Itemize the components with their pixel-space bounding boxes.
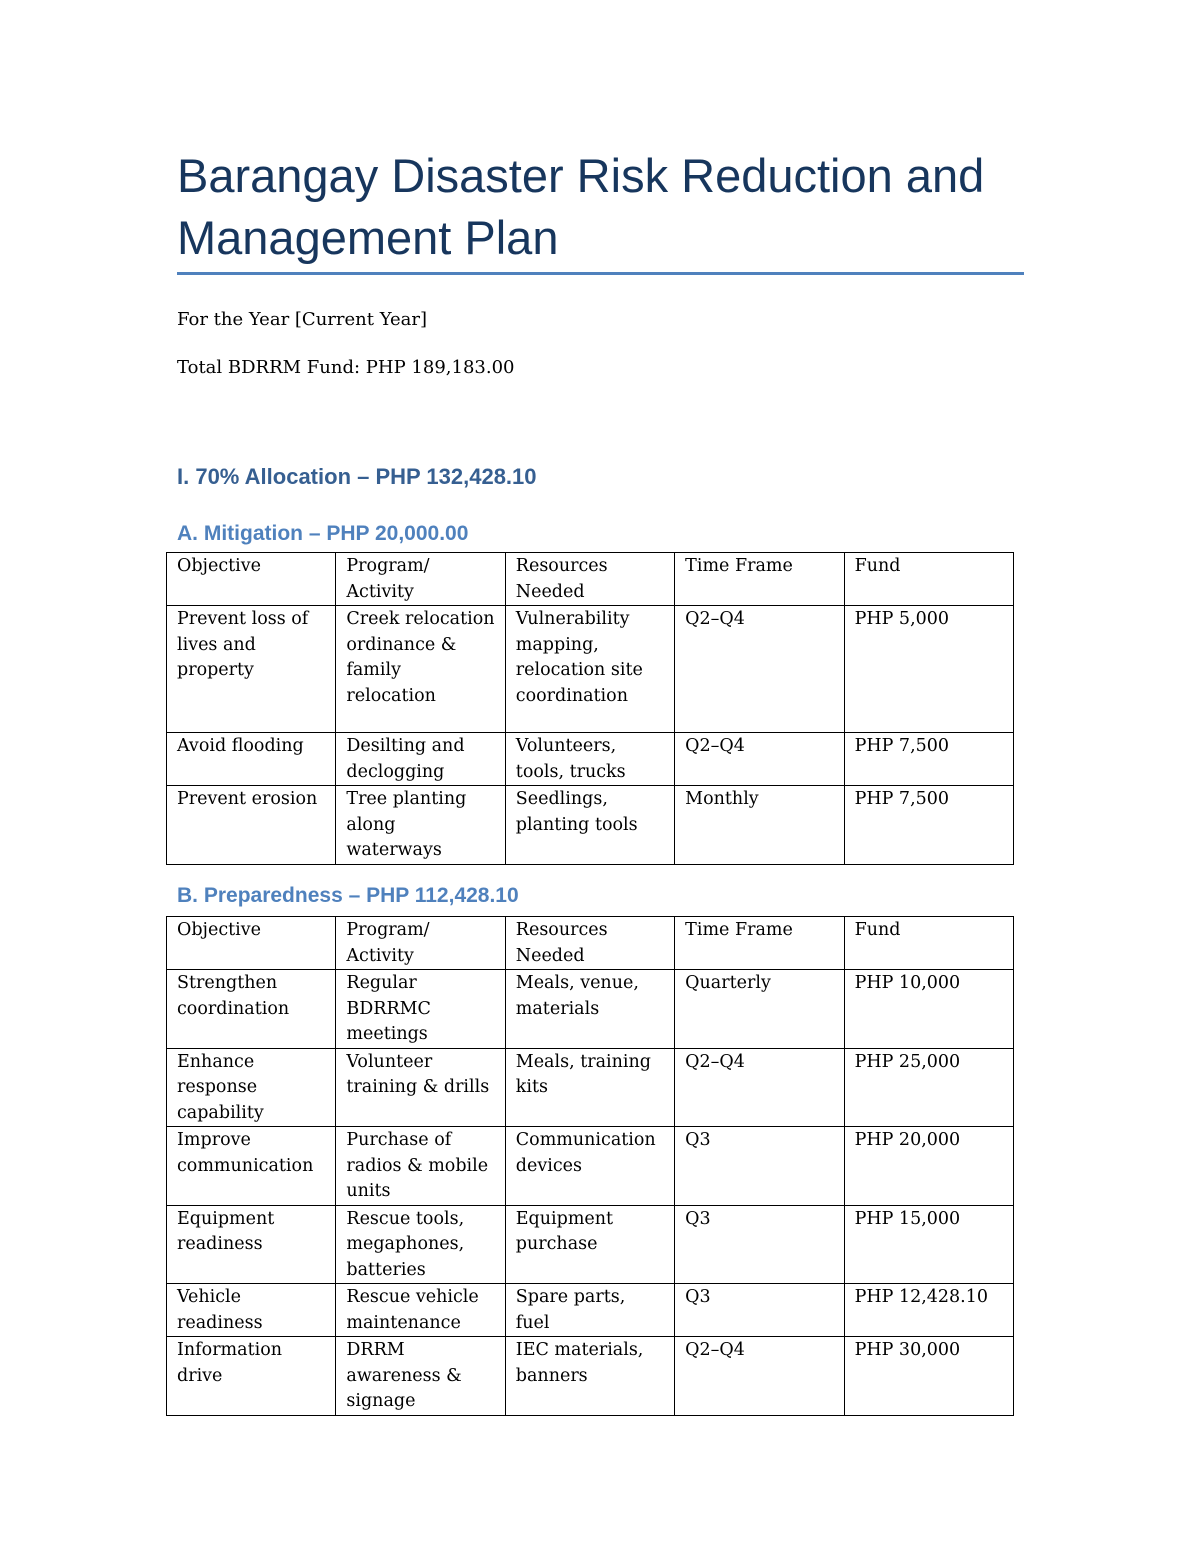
mitigation-heading: A. Mitigation – PHP 20,000.00 xyxy=(177,522,469,545)
cell-objective: Information drive xyxy=(167,1337,336,1416)
header-time-frame: Time Frame xyxy=(675,917,844,970)
cell-fund: PHP 30,000 xyxy=(844,1337,1013,1416)
header-objective: Objective xyxy=(167,553,336,606)
cell-fund: PHP 7,500 xyxy=(844,786,1013,865)
cell-resources-needed: IEC materials, banners xyxy=(505,1337,674,1416)
cell-fund: PHP 12,428.10 xyxy=(844,1284,1013,1337)
total-fund-line: Total BDRRM Fund: PHP 189,183.00 xyxy=(177,357,515,378)
mitigation-table-body xyxy=(167,553,1014,865)
cell-fund: PHP 15,000 xyxy=(844,1205,1013,1284)
preparedness-table-body xyxy=(167,917,1014,1416)
header-objective: Objective xyxy=(167,917,336,970)
cell-objective: Avoid flooding xyxy=(167,733,336,786)
header-fund: Fund xyxy=(844,553,1013,606)
cell-fund: PHP 7,500 xyxy=(844,733,1013,786)
cell-resources-needed: Vulnerability mapping, relocation site coordination xyxy=(505,606,674,733)
cell-program-activity: Rescue vehicle maintenance xyxy=(336,1284,505,1337)
header-resources-needed: Resources Needed xyxy=(505,917,674,970)
cell-time-frame: Monthly xyxy=(675,786,844,865)
header-time-frame: Time Frame xyxy=(675,553,844,606)
cell-program-activity: Regular BDRRMC meetings xyxy=(336,970,505,1049)
cell-objective: Strengthen coordination xyxy=(167,970,336,1049)
cell-resources-needed: Seedlings, planting tools xyxy=(505,786,674,865)
cell-fund: PHP 20,000 xyxy=(844,1127,1013,1206)
table-row xyxy=(167,1284,1014,1337)
cell-resources-needed: Communication devices xyxy=(505,1127,674,1206)
table-row xyxy=(167,786,1014,865)
cell-time-frame: Q3 xyxy=(675,1205,844,1284)
cell-time-frame: Q3 xyxy=(675,1127,844,1206)
cell-program-activity: Rescue tools, megaphones, batteries xyxy=(336,1205,505,1284)
cell-program-activity: DRRM awareness & signage xyxy=(336,1337,505,1416)
header-resources-needed: Resources Needed xyxy=(505,553,674,606)
cell-fund: PHP 10,000 xyxy=(844,970,1013,1049)
cell-time-frame: Q2–Q4 xyxy=(675,1048,844,1127)
preparedness-heading: B. Preparedness – PHP 112,428.10 xyxy=(177,884,519,907)
cell-time-frame: Q3 xyxy=(675,1284,844,1337)
cell-resources-needed: Equipment purchase xyxy=(505,1205,674,1284)
cell-time-frame: Q2–Q4 xyxy=(675,1337,844,1416)
header-program-activity: Program/ Activity xyxy=(336,917,505,970)
cell-program-activity: Purchase of radios & mobile units xyxy=(336,1127,505,1206)
title-divider xyxy=(177,272,1024,275)
table-row xyxy=(167,606,1014,733)
cell-resources-needed: Meals, training kits xyxy=(505,1048,674,1127)
cell-program-activity: Volunteer training & drills xyxy=(336,1048,505,1127)
cell-program-activity: Tree planting along waterways xyxy=(336,786,505,865)
cell-program-activity: Desilting and declogging xyxy=(336,733,505,786)
header-program-activity: Program/ Activity xyxy=(336,553,505,606)
table-row xyxy=(167,1337,1014,1416)
cell-objective: Prevent loss of lives and property xyxy=(167,606,336,733)
cell-fund: PHP 5,000 xyxy=(844,606,1013,733)
preparedness-table xyxy=(166,916,1014,1416)
cell-resources-needed: Spare parts, fuel xyxy=(505,1284,674,1337)
table-row xyxy=(167,970,1014,1049)
header-fund: Fund xyxy=(844,917,1013,970)
cell-resources-needed: Volunteers, tools, trucks xyxy=(505,733,674,786)
table-row xyxy=(167,733,1014,786)
cell-objective: Vehicle readiness xyxy=(167,1284,336,1337)
cell-objective: Enhance response capability xyxy=(167,1048,336,1127)
cell-time-frame: Q2–Q4 xyxy=(675,733,844,786)
cell-resources-needed: Meals, venue, materials xyxy=(505,970,674,1049)
cell-objective: Improve communication xyxy=(167,1127,336,1206)
mitigation-table xyxy=(166,552,1014,865)
cell-objective: Prevent erosion xyxy=(167,786,336,865)
cell-objective: Equipment readiness xyxy=(167,1205,336,1284)
cell-time-frame: Q2–Q4 xyxy=(675,606,844,733)
table-header-row xyxy=(167,917,1014,970)
table-row xyxy=(167,1205,1014,1284)
cell-fund: PHP 25,000 xyxy=(844,1048,1013,1127)
table-row xyxy=(167,1127,1014,1206)
table-row xyxy=(167,1048,1014,1127)
cell-program-activity: Creek relocation ordinance & family relocation xyxy=(336,606,505,733)
allocation-heading: I. 70% Allocation – PHP 132,428.10 xyxy=(177,464,537,489)
year-line: For the Year [Current Year] xyxy=(177,309,428,330)
table-header-row xyxy=(167,553,1014,606)
cell-time-frame: Quarterly xyxy=(675,970,844,1049)
document-title: Barangay Disaster Risk Reduction and Management Plan xyxy=(177,149,985,264)
